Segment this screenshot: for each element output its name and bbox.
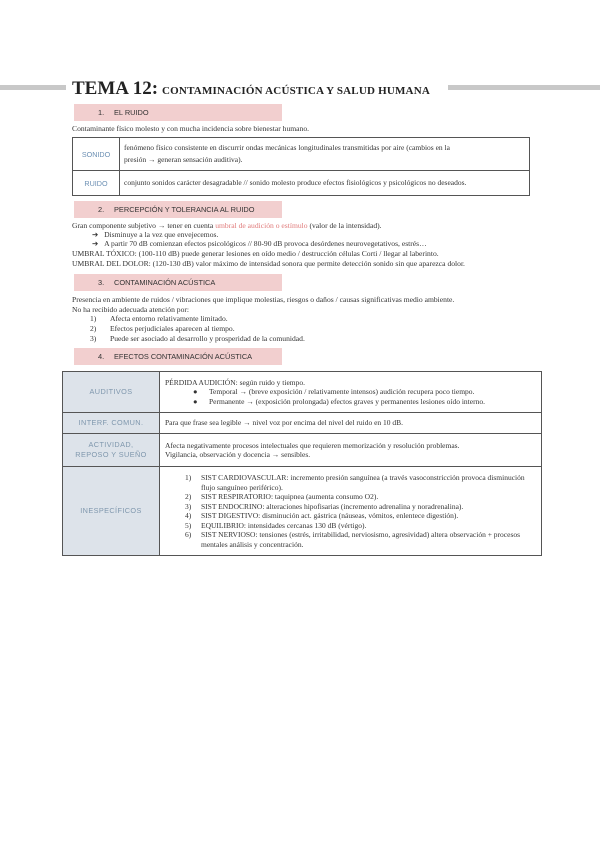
list-text: Afecta entorno relativamente limitado.	[110, 314, 228, 323]
item-number: 2)	[185, 492, 192, 501]
section-heading-3	[74, 274, 282, 291]
arrow-icon: ➔	[92, 239, 99, 248]
definition-line: conjunto sonidos carácter desagradable // sonido molesto produce efectos fisiológicos y psicológicos no deseados.	[124, 178, 467, 187]
numbered-item	[165, 473, 536, 492]
title-sub: CONTAMINACIÓN ACÚSTICA Y SALUD HUMANA	[162, 85, 430, 97]
numbered-item	[165, 521, 536, 531]
table-row	[63, 372, 542, 413]
item-text: SIST ENDOCRINO: alteraciones hipofisarias (incremento adrenalina y noradrenalina).	[201, 501, 464, 511]
term-cell: RUIDO	[73, 171, 120, 196]
section-title: PERCEPCIÓN Y TOLERANCIA AL RUIDO	[114, 205, 255, 214]
text-span: (valor de la intensidad).	[307, 221, 382, 230]
table-row	[63, 434, 542, 467]
section-1-intro: Contaminante físico molesto y con mucha incidencia sobre bienestar humano.	[72, 124, 310, 133]
list-number: 2)	[90, 324, 97, 333]
effect-label: INESPECÍFICOS	[63, 467, 160, 556]
list-text: Efectos perjudiciales aparecen al tiempo.	[110, 324, 235, 333]
effect-label: INTERF. COMUN.	[63, 413, 160, 434]
definition-cell	[120, 138, 530, 171]
item-number: 4)	[185, 511, 192, 520]
bullet-icon: ●	[193, 387, 198, 397]
text-span: Gran componente subjetivo → tener en cuenta	[72, 221, 216, 230]
bullet-text: Temporal → (breve exposición / relativamente intensos) audición recupera poco tiempo.	[209, 387, 475, 397]
title-row	[0, 78, 600, 100]
umbral-toxico: UMBRAL TÓXICO: (100-110 dB) puede generar lesiones en oído medio / destrucción células Corti / llegar al laberinto.	[72, 249, 439, 258]
effect-line: Para que frase sea legible → nivel voz por encima del nivel del ruido en 10 dB.	[165, 418, 404, 428]
effect-line: Vigilancia, observación y docencia → sensibles.	[165, 450, 311, 459]
numbered-item	[165, 530, 536, 549]
label-line: REPOSO Y SUEÑO	[75, 450, 147, 459]
list-item	[90, 324, 235, 333]
definition-line: presión → generan sensación auditiva).	[124, 155, 243, 164]
definition-line: fenómeno físico consistente en discurrir ondas mecánicas longitudinales transmitidas por aire (cambios en la	[124, 143, 450, 152]
item-text: EQUILIBRIO: intensidades cercanas 130 dB (vértigo).	[201, 520, 367, 530]
section-heading-4	[74, 348, 282, 365]
list-text: Puede ser asociado al desarrollo y prosperidad de la comunidad.	[110, 334, 305, 343]
effect-content	[160, 467, 542, 556]
arrow-item-text: Disminuye a la vez que envejecemos.	[104, 230, 219, 239]
title-rule-right	[448, 85, 600, 90]
effect-content	[160, 434, 542, 467]
item-text: SIST DIGESTIVO: disminución act. gástrica (náuseas, vómitos, enlentece digestión).	[201, 511, 459, 520]
section-3-line-2: No ha recibido adecuada atención por:	[72, 305, 190, 314]
table-row	[73, 171, 530, 196]
section-title: EFECTOS CONTAMINACIÓN ACÚSTICA	[114, 352, 253, 361]
item-number: 1)	[185, 473, 192, 482]
bullet-icon: ●	[193, 396, 198, 406]
numbered-item	[165, 511, 536, 521]
highlight-term: umbral de audición o estímulo	[215, 221, 308, 230]
definitions-table	[72, 137, 530, 196]
item-number: 3)	[185, 501, 192, 511]
section-number: 1.	[98, 108, 105, 117]
section-title: CONTAMINACIÓN ACÚSTICA	[114, 278, 216, 287]
item-text: SIST NERVIOSO: tensiones (estrés, irritabilidad, nerviosismo, agresividad) altera observación + procesos mentales análisis y concentración.	[201, 530, 521, 549]
item-text: SIST RESPIRATORIO: taquipnea (aumenta consumo O2).	[201, 492, 379, 501]
section-2-line-1	[72, 221, 382, 230]
section-3-line-1: Presencia en ambiente de ruidos / vibraciones que implique molestias, riesgos o daños / causas significativas medio ambiente.	[72, 295, 455, 304]
arrow-item	[92, 230, 218, 239]
arrow-icon: ➔	[92, 230, 99, 239]
page-title	[72, 78, 430, 100]
item-number: 5)	[185, 520, 192, 530]
section-heading-1	[74, 104, 282, 121]
section-title: EL RUIDO	[114, 108, 149, 117]
item-text: SIST CARDIOVASCULAR: incremento presión sanguínea (a través vasoconstricción provoca disminución flujo sanguíneo periférico).	[201, 473, 525, 492]
table-row	[73, 138, 530, 171]
section-number: 3.	[98, 278, 105, 287]
title-main: TEMA 12:	[72, 78, 159, 99]
bullet-item	[165, 397, 536, 407]
label-line: ACTIVIDAD,	[88, 440, 134, 449]
term-cell: SONIDO	[73, 138, 120, 171]
effects-table	[62, 371, 542, 556]
numbered-item	[165, 502, 536, 512]
bullet-item	[165, 387, 536, 397]
list-number: 1)	[90, 314, 97, 323]
list-number: 3)	[90, 334, 97, 343]
effect-line: PÉRDIDA AUDICIÓN: según ruido y tiempo.	[165, 377, 305, 387]
list-item	[90, 314, 228, 323]
effect-line: Afecta negativamente procesos intelectuales que requieren memorización y resolución problemas.	[165, 440, 460, 450]
section-number: 2.	[98, 205, 105, 214]
arrow-item-text: A partir 70 dB comienzan efectos psicológicos // 80-90 dB provoca desórdenes neurovegetativos, estrés…	[104, 239, 427, 248]
umbral-dolor: UMBRAL DEL DOLOR: (120-130 dB) valor máximo de intensidad sonora que permite detección sonido sin que aparezca dolor.	[72, 259, 465, 268]
section-heading-2	[74, 201, 282, 218]
definition-cell	[120, 171, 530, 196]
effect-label: AUDITIVOS	[63, 372, 160, 413]
table-row	[63, 467, 542, 556]
arrow-item	[92, 239, 427, 248]
section-number: 4.	[98, 352, 105, 361]
numbered-item	[165, 492, 536, 502]
table-row	[63, 413, 542, 434]
effect-content	[160, 372, 542, 413]
title-rule-left	[0, 85, 66, 90]
item-number: 6)	[185, 530, 192, 539]
bullet-text: Permanente → (exposición prolongada) efectos graves y permanentes lesiones oído interno.	[209, 396, 485, 406]
effect-content	[160, 413, 542, 434]
list-item	[90, 334, 305, 343]
effect-label	[63, 434, 160, 467]
